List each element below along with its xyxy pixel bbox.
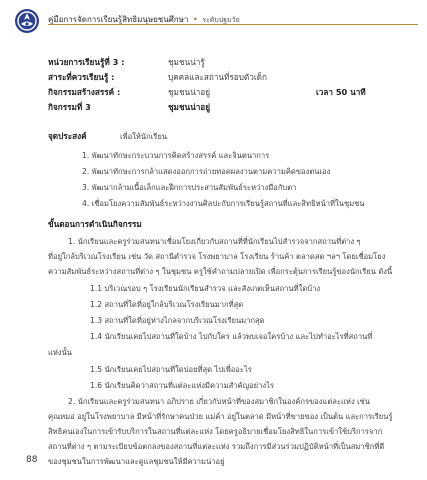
procedure-step-2-line: ของชุมชนในการพัฒนาและดูแลชุมชนให้มีความน่าอยู่ [48, 457, 225, 466]
unit-row [48, 56, 388, 71]
topic-value: บุคคลและสถานที่รอบตัวเด็ก [168, 72, 267, 82]
procedure-step-2-line: สิทธิคนเองในการเข้ารับบริการในสถานที่แต่ละแห่ง โดยครูอธิบายเชื่อมโยงสิทธิในการเข้าใช้บริการจาก [48, 427, 383, 436]
procedure-step-1-line: ที่อยู่ใกล้บริเวณโรงเรียน เช่น วัด สถานีตำรวจ โรงพยาบาล โรงเรียน ร้านค้า ตลาดสด ฯลฯ โดยเชื่อมโยง [48, 252, 386, 261]
procedure-step-1-line: 1. นักเรียนและครูร่วมสนทนาเชื่อมโยงเกี่ยวกับสถานที่ที่นักเรียนไปสำรวจจากสถานที่ต่าง ๆ [68, 237, 361, 246]
sub-question-continuation: แห่งนั้น [48, 348, 72, 357]
logo-emblem-icon [14, 8, 40, 34]
header-divider [48, 24, 418, 25]
sub-question: 1.2 สถานที่ใดที่อยู่ใกล้บริเวณโรงเรียนมากที่สุด [90, 300, 244, 309]
procedure-step-2-line: สถานที่ต่าง ๆ ตามระเบียบข้อตกลงของสถานที่แต่ละแห่ง รวมถึงการมีส่วนร่วมปฏิบัติหน้าที่เป็นสมาชิกที่ดี [48, 442, 385, 451]
objective-item: 1. พัฒนาทักษะกระบวนการคิดสร้างสรรค์ และจินตนาการ [82, 151, 270, 160]
lesson-meta [48, 56, 388, 116]
page-number: 88 [26, 455, 38, 465]
sub-question: 1.1 บริเวณรอบ ๆ โรงเรียนนักเรียนสำรวจ และสังเกตเห็นสถานที่ใดบ้าง [90, 284, 321, 293]
topic-row [48, 71, 388, 86]
procedure-title: ขั้นตอนการดำเนินกิจกรรม [48, 219, 142, 229]
activity-number-label: กิจกรรมที่ 3 [48, 102, 91, 112]
activity-value: ชุมชนน่าอยู่ [168, 87, 211, 97]
level-subtitle: ระดับปฐมวัย [202, 16, 240, 24]
header-separator: • [192, 15, 198, 24]
activity-number-value: ชุมชนน่าอยู่ [168, 102, 211, 112]
time-duration: เวลา 50 นาที [316, 87, 366, 97]
sub-question: 1.6 นักเรียนคิดว่าสถานที่แต่ละแห่งมีความสำคัญอย่างไร [90, 381, 274, 390]
activity-label: กิจกรรมสร้างสรรค์ : [48, 87, 121, 97]
procedure-step-2-line: คุณหมอ อยู่ในโรงพยาบาล มีหน้าที่รักษาคนป่วย แม่ค้า อยู่ในตลาด มีหน้าที่ขายของ เป็นต้น และการเรียนรู้ [48, 412, 393, 421]
topic-label: สาระที่ควรเรียนรู้ : [48, 72, 115, 82]
sub-question: 1.3 สถานที่ใดที่อยู่ห่างไกลจากบริเวณโรงเรียนมากสุด [90, 316, 265, 325]
objective-item: 3. พัฒนากล้ามเนื้อเล็กและฝึกการประสานสัมพันธ์ระหว่างมือกับตา [82, 183, 297, 192]
objective-item: 2. พัฒนาทักษะการกล้าแสดงออกการถ่ายทอดผลงานตามความคิดของตนเอง [82, 167, 331, 176]
page-header [0, 0, 427, 40]
sub-question: 1.4 นักเรียนเคยไปสถานที่ใดบ้าง ไปกับใคร แล้วพบเจอใครบ้าง และไปทำอะไรที่สถานที่ [90, 332, 373, 341]
procedure-step-1-line: ความสัมพันธ์ระหว่างสถานที่ต่าง ๆ ในชุมชน ครูใช้คำถามปลายเปิด เพื่อกระตุ้นการเรียนรู้ของนักเรียน ดังนี้ [48, 267, 393, 276]
objective-item: 4. เชื่อมโยงความสัมพันธ์ระหว่างงานศิลปะกับการเรียนรู้สถานที่และสิทธิหน้าที่ในชุมชน [82, 199, 365, 208]
procedure-step-2-line: 2. นักเรียนและครูร่วมสนทนา อภิปราย เกี่ยวกับหน้าที่ของสมาชิกในองค์กรของแต่ละแห่ง เช่น [68, 397, 370, 406]
manual-title: คู่มือการจัดการเรียนรู้สิทธิมนุษยชนศึกษา [48, 15, 189, 24]
unit-label: หน่วยการเรียนรู้ที่ 3 : [48, 57, 125, 67]
activity-row [48, 86, 388, 101]
objective-intro: เพื่อให้นักเรียน [120, 132, 167, 141]
sub-question: 1.5 นักเรียนเคยไปสถานที่ใดบ่อยที่สุด ไปเพื่ออะไร [90, 365, 252, 374]
unit-value: ชุมชนน่ารู้ [168, 57, 205, 67]
activity-number-row [48, 101, 388, 116]
objective-label: จุดประสงค์ [48, 131, 87, 141]
